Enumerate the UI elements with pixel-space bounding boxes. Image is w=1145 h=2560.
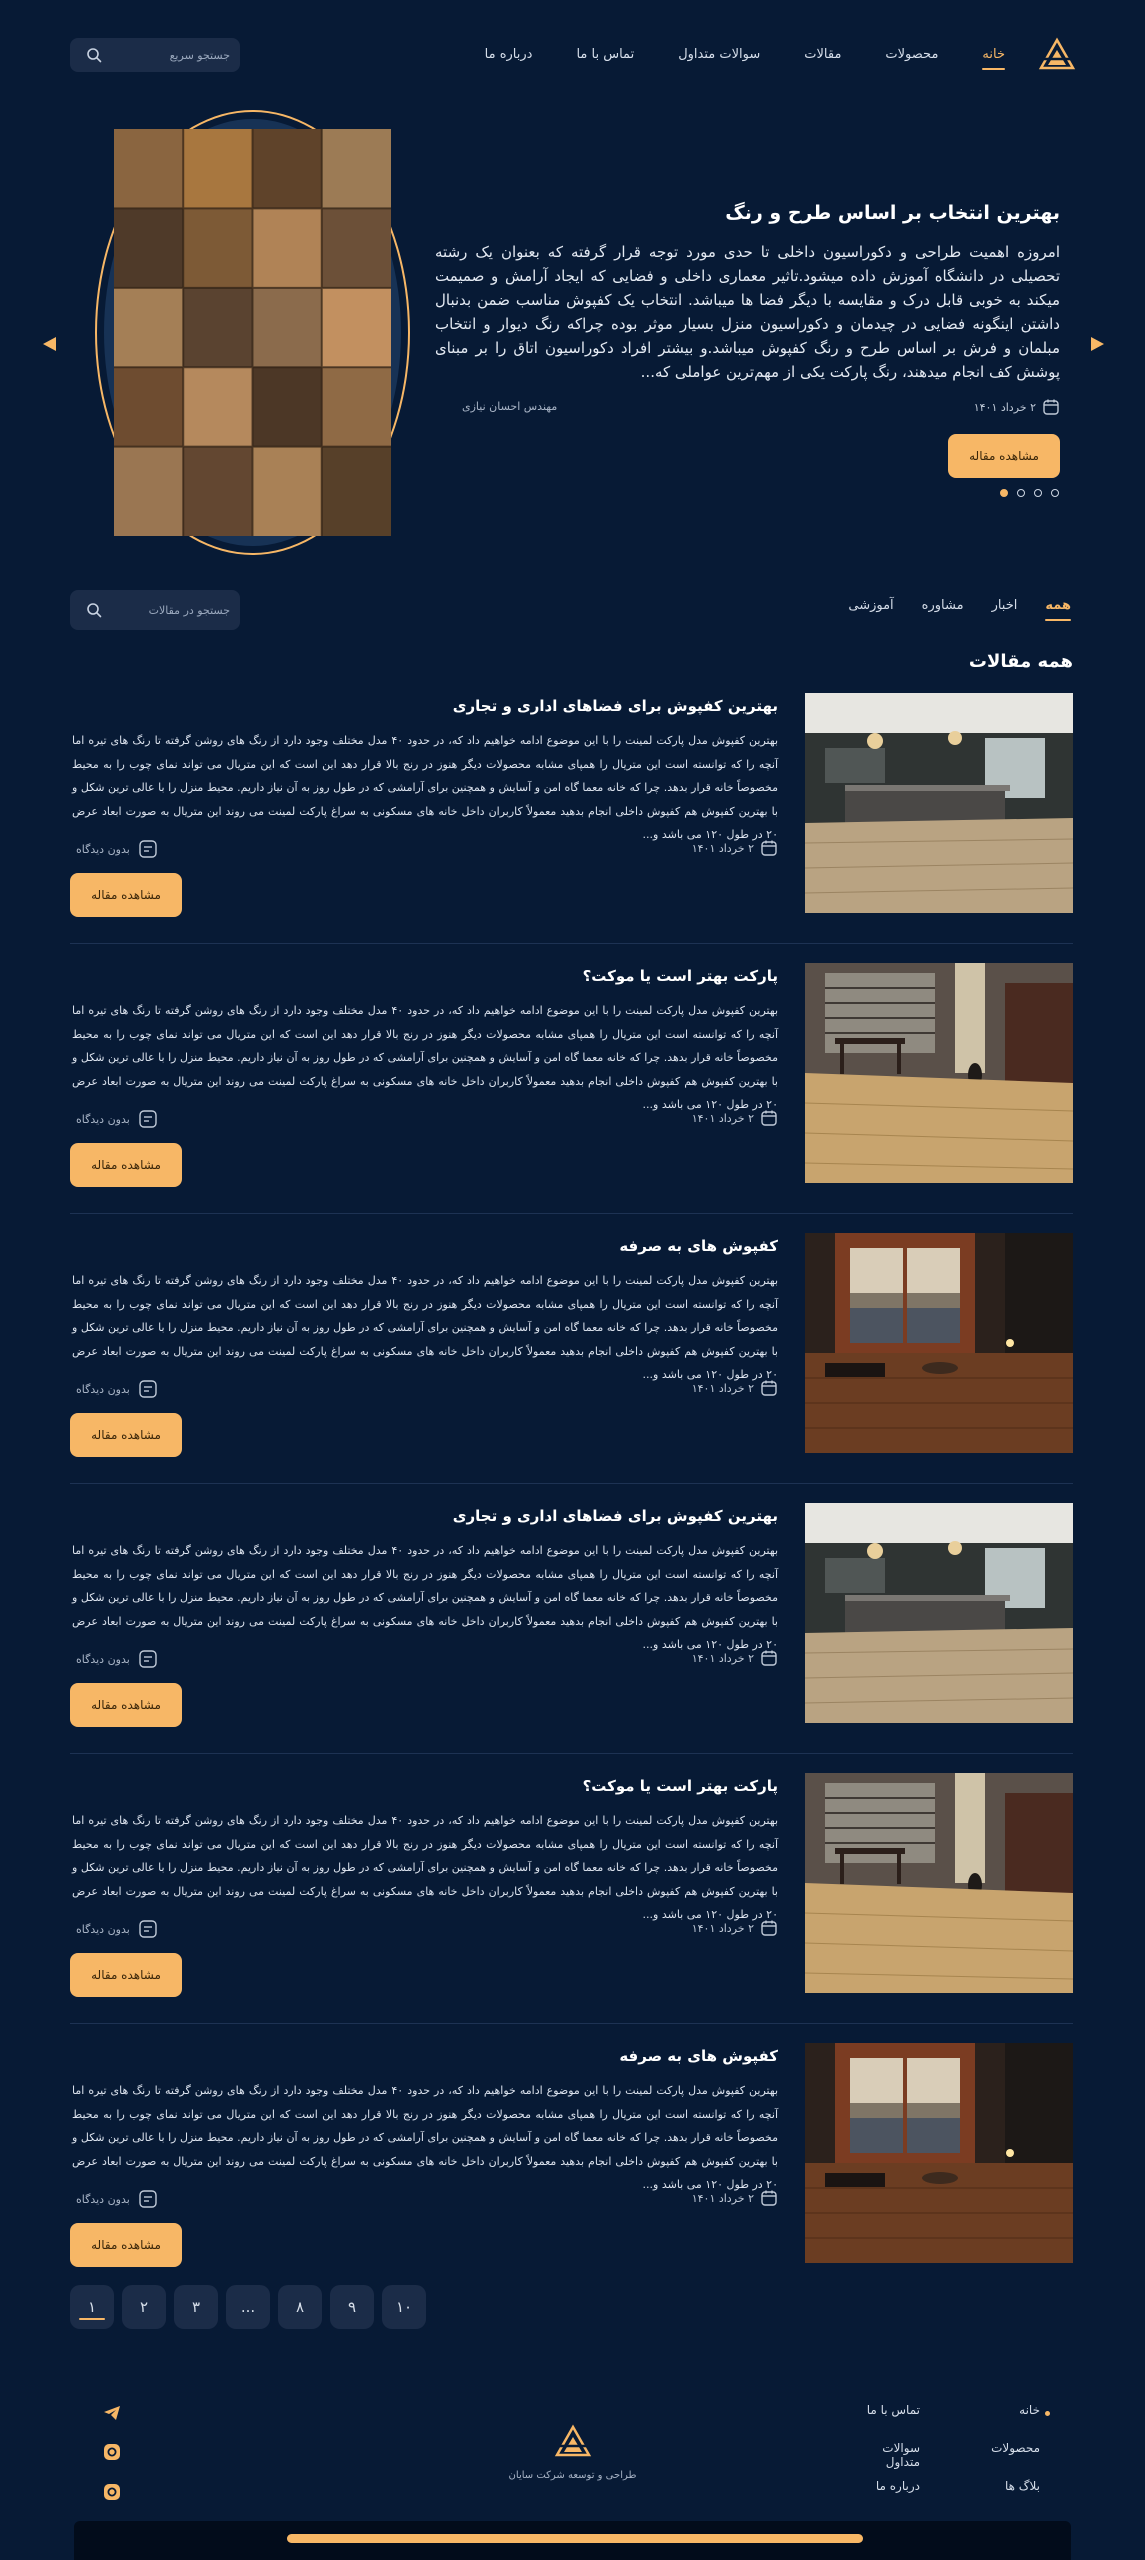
page-button-9[interactable]: ۹ [330,2285,374,2329]
footer-logo-icon[interactable] [555,2425,591,2457]
articles-search [70,590,240,630]
pagination [70,2285,426,2329]
footer-link-contact[interactable]: تماس با ما [866,2403,920,2417]
article-comments [76,1109,158,1129]
comment-icon [138,1649,158,1669]
article-comments [76,1919,158,1939]
article-excerpt: بهترین کفپوش مدل پارکت لمینت را با این موضوع ادامه خواهیم داد که، در حدود ۴۰ مدل مختلف وجود دارد از رنگ های روشن گرفته تا رنگ های تیره اما آنچه را که توانسته است این متریال را همپای مشابه محصولات دیگر هنوز در رنج بالا قرار دهد این است که این متریال می تواند نمای چوب را به محیط مخصوصاً خانه قرار بدهد. چرا که خانه معما گاه امن و آسایش و همچنین برای آرامشی که در طول روز به آن نیاز داریم. محیط منزل را با عالی ترین شکل و با بهترین کفپوش هم کفپوش داخلی انجام بدهید معمولاً کاربران داخل خانه های مسکونی به سراغ پارکت لمینت می روند این متریال به صورت ابعاد عرض ۲۰ در طول ۱۲۰ می باشد و... [72,1814,779,1921]
view-article-button[interactable]: مشاهده مقاله [70,1143,182,1187]
slider-dot[interactable] [1000,489,1008,497]
article-image[interactable] [805,963,1073,1183]
slider-dot[interactable] [1051,489,1059,497]
nav-item-home[interactable]: خانه [982,46,1005,62]
instagram-icon[interactable] [102,2442,122,2462]
comment-icon [138,1919,158,1939]
article-comments-text: بدون دیدگاه [76,1382,130,1396]
comment-icon [138,1109,158,1129]
section-title: همه مقالات [968,651,1073,672]
article-date-text: ۲ خرداد ۱۴۰۱ [691,2191,754,2205]
calendar-icon [760,1919,778,1937]
article-divider [70,2023,1073,2024]
article-filter-tabs [848,598,1071,613]
view-article-button[interactable]: مشاهده مقاله [70,873,182,917]
article-card [70,1233,1073,1453]
page-button-1[interactable]: ۱ [70,2285,114,2329]
comment-icon [138,1379,158,1399]
article-divider [70,1753,1073,1754]
article-card [70,693,1073,913]
tab-educational[interactable]: آموزشی [848,598,894,613]
article-image[interactable] [805,693,1073,913]
article-title[interactable]: کفپوش های به صرفه [619,1237,778,1255]
hero-title: بهترین انتخاب بر اساس طرح و رنگ [725,202,1060,224]
footer-link-faq[interactable]: سوالات متداول [882,2441,920,2469]
main-menu [485,34,1005,74]
footer-links [850,2403,1050,2503]
page-button-10[interactable]: ۱۰ [382,2285,426,2329]
instagram-icon[interactable] [102,2482,122,2502]
search-icon[interactable] [86,47,102,63]
calendar-icon [760,1379,778,1397]
article-comments-text: بدون دیدگاه [76,1652,130,1666]
hero-text: امروزه اهمیت طراحی و دکوراسیون داخلی تا حدی مورد توجه قرار گرفته که بعنوان یک رشته تحصیلی در دانشگاه آموزش داده میشود.تاثیر معماری داخلی و فضایی که ایجاد آرامش و صمیمت میکند به خوبی قابل درک و مقایسه با دیگر فضا ها میباشد. انتخاب یک کفپوش مناسب ضمن بدنبال داشتن اینگونه فضایی در چیدمان و دکوراسیون منزل بسیار موثر بوده چراکه رنگ دیوار و انتخاب مبلمان و فرش بر اساس طرح و رنگ کفپوش میباشد.و بیشتر افراد دکوراسیون اتاق را بر مبنای پوشش کف انجام میدهند، رنگ پارکت یکی از مهم‌ترین عواملی که... [435,243,1060,381]
view-article-button[interactable]: مشاهده مقاله [70,1683,182,1727]
page-button-2[interactable]: ۲ [122,2285,166,2329]
article-comments-text: بدون دیدگاه [76,842,130,856]
chevron-left-icon[interactable] [41,335,59,353]
article-comments-text: بدون دیدگاه [76,2192,130,2206]
articles-search-input[interactable] [110,604,230,617]
hero-image-wood-panels [104,119,401,546]
article-image[interactable] [805,1503,1073,1723]
article-date-text: ۲ خرداد ۱۴۰۱ [691,841,754,855]
article-date [692,1379,778,1397]
chevron-right-icon[interactable] [1088,335,1106,353]
view-article-button[interactable]: مشاهده مقاله [70,2223,182,2267]
quick-search [70,38,240,72]
calendar-icon [760,1649,778,1667]
footer-link-home[interactable]: خانه [1019,2403,1040,2417]
article-image[interactable] [805,1233,1073,1453]
article-excerpt: بهترین کفپوش مدل پارکت لمینت را با این موضوع ادامه خواهیم داد که، در حدود ۴۰ مدل مختلف وجود دارد از رنگ های روشن گرفته تا رنگ های تیره اما آنچه را که توانسته است این متریال را همپای مشابه محصولات دیگر هنوز در رنج بالا قرار دهد این است که این متریال می تواند نمای چوب را به محیط مخصوصاً خانه قرار بدهد. چرا که خانه معما گاه امن و آسایش و همچنین برای آرامشی که در طول روز به آن نیاز داریم. محیط منزل را با عالی ترین شکل و با بهترین کفپوش هم کفپوش داخلی انجام بدهید معمولاً کاربران داخل خانه های مسکونی به سراغ پارکت لمینت می روند این متریال به صورت ابعاد عرض ۲۰ در طول ۱۲۰ می باشد و... [72,1274,779,1381]
nav-item-faq[interactable]: سوالات متداول [678,46,761,62]
article-divider [70,1483,1073,1484]
top-navbar [70,34,1075,74]
footer-link-about[interactable]: درباره ما [875,2479,920,2493]
tab-news[interactable]: اخبار [991,598,1018,613]
article-date-text: ۲ خرداد ۱۴۰۱ [691,1921,754,1935]
article-card [70,963,1073,1183]
article-comments [76,839,158,859]
hero-view-article-button[interactable]: مشاهده مقاله [948,434,1060,478]
view-article-button[interactable]: مشاهده مقاله [70,1953,182,1997]
hero-image-frame [95,110,410,555]
footer-link-products[interactable]: محصولات [991,2441,1040,2455]
article-date-text: ۲ خرداد ۱۴۰۱ [691,1111,754,1125]
article-excerpt: بهترین کفپوش مدل پارکت لمینت را با این موضوع ادامه خواهیم داد که، در حدود ۴۰ مدل مختلف وجود دارد از رنگ های روشن گرفته تا رنگ های تیره اما آنچه را که توانسته است این متریال را همپای مشابه محصولات دیگر هنوز در رنج بالا قرار دهد این است که این متریال می تواند نمای چوب را به محیط مخصوصاً خانه قرار بدهد. چرا که خانه معما گاه امن و آسایش و همچنین برای آرامشی که در طول روز به آن نیاز داریم. محیط منزل را با عالی ترین شکل و با بهترین کفپوش هم کفپوش داخلی انجام بدهید معمولاً کاربران داخل خانه های مسکونی به سراغ پارکت لمینت می روند این متریال به صورت ابعاد عرض ۲۰ در طول ۱۲۰ می باشد و... [72,2084,779,2191]
telegram-icon[interactable] [102,2403,122,2423]
comment-icon [138,2189,158,2209]
article-title[interactable]: پارکت بهتر است یا موکت؟ [582,1777,778,1795]
hero-date-text: ۲ خرداد ۱۴۰۱ [973,400,1036,414]
nav-item-products[interactable]: محصولات [885,46,939,62]
active-dot [1045,2411,1050,2416]
hero-date [974,398,1060,416]
article-comments [76,1649,158,1669]
article-date [692,1109,778,1127]
search-icon[interactable] [86,602,102,618]
article-comments [76,2189,158,2209]
article-image[interactable] [805,1773,1073,1993]
calendar-icon [760,1109,778,1127]
horizontal-scrollbar[interactable] [287,2534,863,2543]
page-button-3[interactable]: ۳ [174,2285,218,2329]
article-title[interactable]: بهترین کفپوش برای فضاهای اداری و تجاری [452,697,778,715]
calendar-icon [760,839,778,857]
article-divider [70,943,1073,944]
article-date [692,2189,778,2207]
view-article-button[interactable]: مشاهده مقاله [70,1413,182,1457]
article-comments-text: بدون دیدگاه [76,1112,130,1126]
slider-dots [1000,489,1059,497]
article-date [692,1649,778,1667]
quick-search-input[interactable] [110,49,230,62]
page-button-8[interactable]: ۸ [278,2285,322,2329]
nav-item-articles[interactable]: مقالات [804,46,842,62]
article-title[interactable]: پارکت بهتر است یا موکت؟ [582,967,778,985]
article-card [70,2043,1073,2263]
article-image[interactable] [805,2043,1073,2263]
article-title[interactable]: بهترین کفپوش برای فضاهای اداری و تجاری [452,1507,778,1525]
article-excerpt: بهترین کفپوش مدل پارکت لمینت را با این موضوع ادامه خواهیم داد که، در حدود ۴۰ مدل مختلف وجود دارد از رنگ های روشن گرفته تا رنگ های تیره اما آنچه را که توانسته است این متریال را همپای مشابه محصولات دیگر هنوز در رنج بالا قرار دهد این است که این متریال می تواند نمای چوب را به محیط مخصوصاً خانه قرار بدهد. چرا که خانه معما گاه امن و آسایش و همچنین برای آرامشی که در طول روز به آن نیاز داریم. محیط منزل را با عالی ترین شکل و با بهترین کفپوش هم کفپوش داخلی انجام بدهید معمولاً کاربران داخل خانه های مسکونی به سراغ پارکت لمینت می روند این متریال به صورت ابعاد عرض ۲۰ در طول ۱۲۰ می باشد و... [72,1544,779,1651]
article-title[interactable]: کفپوش های به صرفه [619,2047,778,2065]
article-divider [70,1213,1073,1214]
page-ellipsis: ... [226,2285,270,2329]
comment-icon [138,839,158,859]
footer-link-blog[interactable]: بلاگ ها [1004,2479,1040,2493]
article-date [692,1919,778,1937]
nav-item-contact[interactable]: تماس با ما [576,46,635,62]
slider-dot[interactable] [1034,489,1042,497]
article-date-text: ۲ خرداد ۱۴۰۱ [691,1651,754,1665]
tab-all[interactable]: همه [1045,598,1071,613]
tab-consulting[interactable]: مشاوره [921,598,964,613]
calendar-icon [1042,398,1060,416]
article-card [70,1503,1073,1723]
article-excerpt: بهترین کفپوش مدل پارکت لمینت را با این موضوع ادامه خواهیم داد که، در حدود ۴۰ مدل مختلف وجود دارد از رنگ های روشن گرفته تا رنگ های تیره اما آنچه را که توانسته است این متریال را همپای مشابه محصولات دیگر هنوز در رنج بالا قرار دهد این است که این متریال می تواند نمای چوب را به محیط مخصوصاً خانه قرار بدهد. چرا که خانه معما گاه امن و آسایش و همچنین برای آرامشی که در طول روز به آن نیاز داریم. محیط منزل را با عالی ترین شکل و با بهترین کفپوش هم کفپوش داخلی انجام بدهید معمولاً کاربران داخل خانه های مسکونی به سراغ پارکت لمینت می روند این متریال به صورت ابعاد عرض ۲۰ در طول ۱۲۰ می باشد و... [72,1004,779,1111]
footer-tagline: طراحی و توسعه شرکت سایان [508,2470,637,2481]
article-comments-text: بدون دیدگاه [76,1922,130,1936]
article-date [692,839,778,857]
calendar-icon [760,2189,778,2207]
slider-dot[interactable] [1017,489,1025,497]
article-excerpt: بهترین کفپوش مدل پارکت لمینت را با این موضوع ادامه خواهیم داد که، در حدود ۴۰ مدل مختلف وجود دارد از رنگ های روشن گرفته تا رنگ های تیره اما آنچه را که توانسته است این متریال را همپای مشابه محصولات دیگر هنوز در رنج بالا قرار دهد این است که این متریال می تواند نمای چوب را به محیط مخصوصاً خانه قرار بدهد. چرا که خانه معما گاه امن و آسایش و همچنین برای آرامشی که در طول روز به آن نیاز داریم. محیط منزل را با عالی ترین شکل و با بهترین کفپوش هم کفپوش داخلی انجام بدهید معمولاً کاربران داخل خانه های مسکونی به سراغ پارکت لمینت می روند این متریال به صورت ابعاد عرض ۲۰ در طول ۱۲۰ می باشد و... [72,734,779,841]
article-card [70,1773,1073,1993]
brand-logo-icon[interactable] [1039,38,1075,70]
nav-item-about[interactable]: درباره ما [484,46,533,62]
hero-author: مهندس احسان نیازی [462,400,558,413]
footer-bottom-bar [74,2521,1071,2560]
article-comments [76,1379,158,1399]
article-date-text: ۲ خرداد ۱۴۰۱ [691,1381,754,1395]
